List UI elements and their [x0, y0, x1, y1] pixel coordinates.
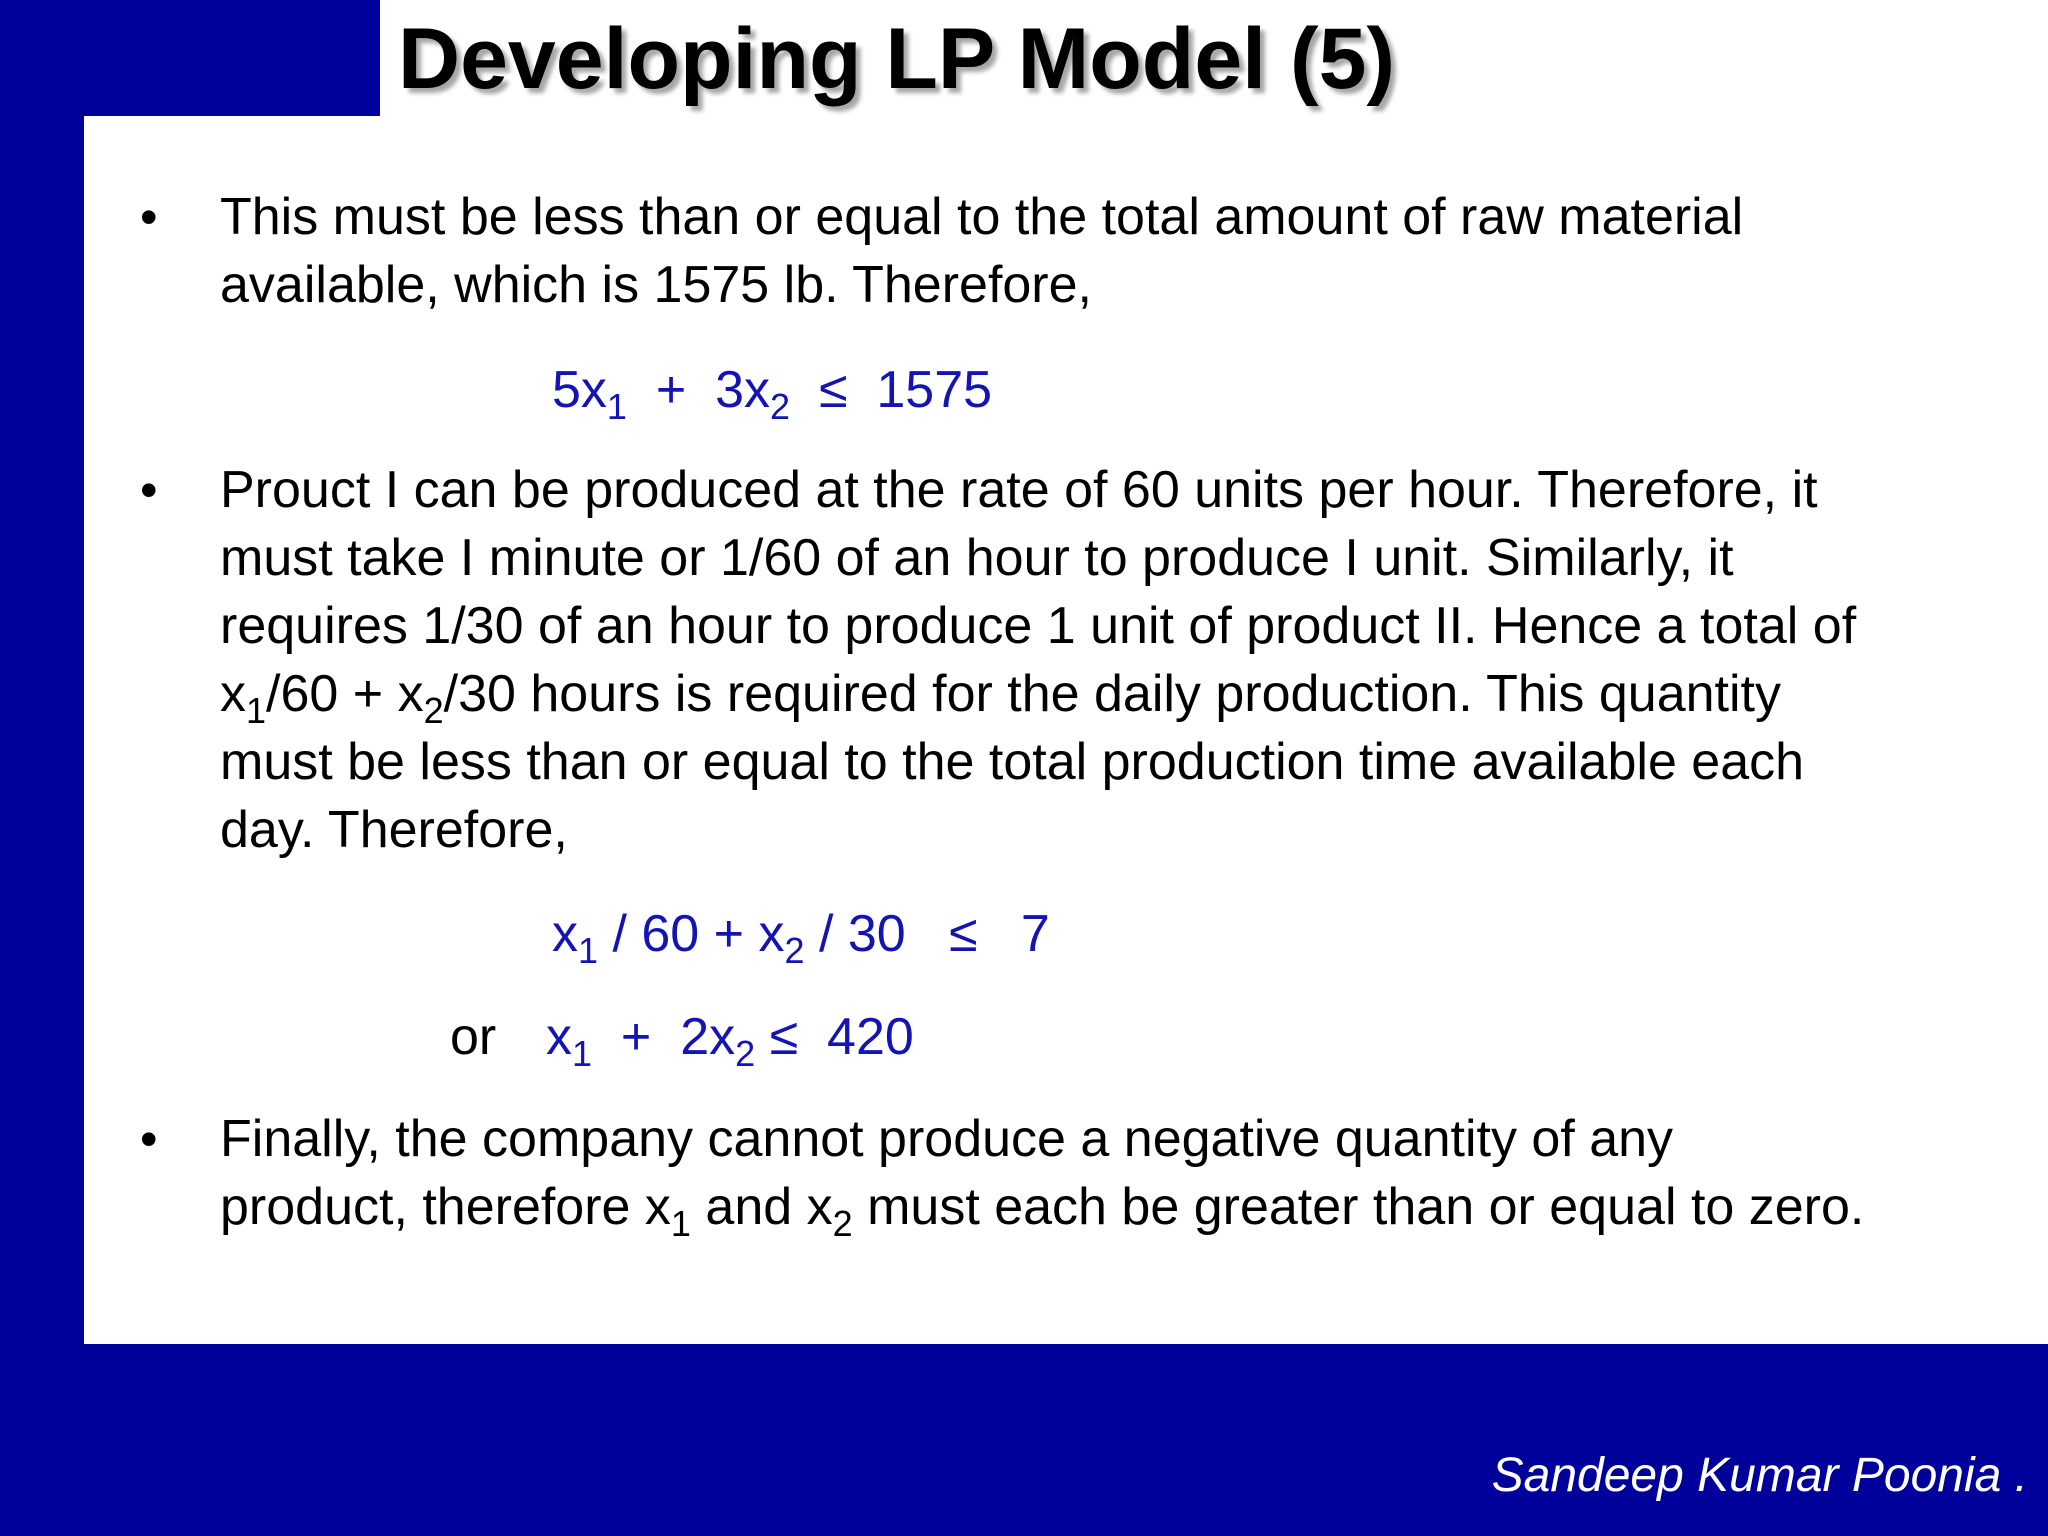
- eq2-term-3: / 30 ≤ 7: [804, 905, 1050, 963]
- bullet-2-line-4: [220, 660, 2020, 731]
- bullet-1-text: [220, 183, 2020, 319]
- bullet-2-line-2: must take I minute or 1/60 of an hour to produce I unit. Similarly, it: [220, 529, 1734, 587]
- bullet-3-line-1: Finally, the company cannot produce a negative quantity of any: [220, 1110, 1674, 1168]
- eq3-sub-2: 2: [735, 1033, 756, 1074]
- eq2-sub-2: 2: [784, 930, 805, 971]
- bullet-2-line-5: must be less than or equal to the total production time available each: [220, 733, 1805, 791]
- bullet-1-line-2: available, which is 1575 lb. Therefore,: [220, 256, 1092, 314]
- eq3-sub-1: 1: [572, 1033, 593, 1074]
- eq2-term-1: x: [552, 905, 578, 963]
- equation-raw-material: [552, 356, 993, 427]
- bullet-2-text: [220, 456, 2020, 864]
- b2-l4-sub1: 1: [246, 690, 267, 731]
- equation-simplified: [546, 1003, 914, 1074]
- author-footer: Sandeep Kumar Poonia .: [1491, 1449, 2028, 1502]
- slide-title: Developing LP Model (5): [398, 11, 1396, 107]
- eq3-term-2: + 2x: [592, 1008, 736, 1066]
- eq1-sub-2: 2: [770, 386, 791, 427]
- eq1-term-2: + 3x: [626, 361, 771, 419]
- eq1-term-1: 5x: [552, 361, 607, 419]
- bullet-3-line-2: [220, 1173, 2020, 1244]
- frame-bottom-bar: [0, 1344, 2048, 1536]
- b3-l2-a: product, therefore x: [220, 1178, 671, 1236]
- b2-l4-b: /60 + x: [266, 665, 424, 723]
- equation-production-time: [552, 900, 1050, 971]
- bullet-1-marker: •: [140, 189, 158, 245]
- b2-l4-a: x: [220, 665, 246, 723]
- eq1-sub-1: 1: [606, 386, 627, 427]
- frame-left-bar: [0, 0, 84, 1536]
- eq2-term-2: / 60 + x: [598, 905, 785, 963]
- bullet-2-marker: •: [140, 462, 158, 518]
- bullet-3-text: [220, 1105, 2020, 1244]
- b3-l2-b: and x: [690, 1178, 833, 1236]
- b2-l4-c: /30 hours is required for the daily production. This quantity: [443, 665, 1781, 723]
- b3-l2-sub2: 2: [832, 1203, 853, 1244]
- eq2-sub-1: 1: [578, 930, 599, 971]
- b2-l4-sub2: 2: [423, 690, 444, 731]
- frame-top-left-block: [0, 0, 380, 116]
- b3-l2-c: must each be greater than or equal to zero.: [852, 1178, 1865, 1236]
- eq3-term-1: x: [546, 1008, 572, 1066]
- bullet-2-line-3: requires 1/30 of an hour to produce 1 unit of product II. Hence a total of: [220, 597, 1857, 655]
- equation-or-label: or: [450, 1008, 497, 1066]
- bullet-2-line-1: Prouct I can be produced at the rate of 60 units per hour. Therefore, it: [220, 461, 1818, 519]
- bullet-1-line-1: This must be less than or equal to the total amount of raw material: [220, 188, 1744, 246]
- bullet-3-marker: •: [140, 1111, 158, 1167]
- b3-l2-sub1: 1: [670, 1203, 691, 1244]
- eq1-term-3: ≤ 1575: [790, 361, 993, 419]
- eq3-term-3: ≤ 420: [755, 1008, 914, 1066]
- bullet-2-line-6: day. Therefore,: [220, 801, 568, 859]
